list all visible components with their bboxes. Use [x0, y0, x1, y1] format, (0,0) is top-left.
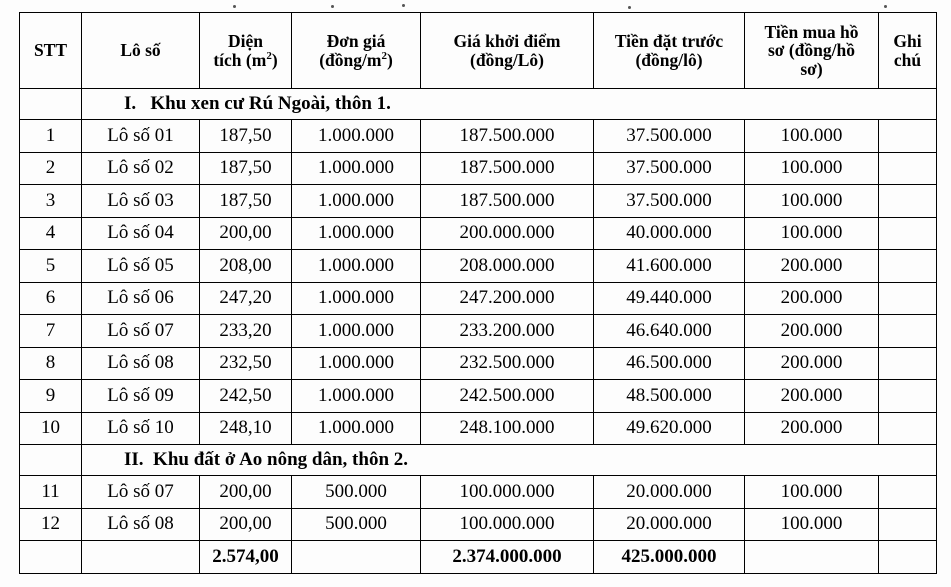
cell-starting-price: 100.000.000 [421, 508, 594, 541]
cell-note [879, 282, 937, 315]
table-row [20, 347, 937, 380]
total-lot [82, 541, 200, 574]
scan-speck [402, 4, 405, 7]
cell-starting-price: 232.500.000 [421, 347, 594, 380]
header-lot: Lô số [82, 13, 200, 89]
cell-area: 242,50 [200, 380, 292, 413]
cell-deposit: 37.500.000 [594, 152, 745, 185]
cell-stt: 6 [20, 282, 82, 315]
cell-note [879, 476, 937, 509]
section-stt-cell [20, 89, 82, 120]
header-row [20, 13, 937, 89]
cell-note [879, 120, 937, 153]
cell-lot-number: Lô số 02 [82, 152, 200, 185]
header-area: Diện tích $(m^2)$ [200, 13, 292, 89]
total-fee [745, 541, 879, 574]
cell-stt: 3 [20, 185, 82, 218]
table-row [20, 185, 937, 218]
cell-unit-price: 1.000.000 [292, 152, 421, 185]
header-dossier-fee: Tiền mua hồ sơ (đồng/hồ sơ) [745, 13, 879, 89]
cell-deposit: 46.640.000 [594, 315, 745, 348]
cell-unit-price: 500.000 [292, 508, 421, 541]
total-deposit: 425.000.000 [594, 541, 745, 574]
cell-dossier-fee: 200.000 [745, 282, 879, 315]
scan-artifacts [0, 0, 951, 12]
cell-unit-price: 1.000.000 [292, 282, 421, 315]
cell-dossier-fee: 200.000 [745, 315, 879, 348]
section-title: II. Khu đất ở Ao nông dân, thôn 2. [82, 445, 937, 476]
cell-lot-number: Lô số 08 [82, 347, 200, 380]
cell-unit-price: 1.000.000 [292, 347, 421, 380]
scan-speck [331, 5, 334, 8]
cell-deposit: 49.440.000 [594, 282, 745, 315]
scan-speck [628, 6, 631, 9]
cell-lot-number: Lô số 08 [82, 508, 200, 541]
cell-stt: 10 [20, 412, 82, 445]
table-row [20, 152, 937, 185]
cell-deposit: 20.000.000 [594, 508, 745, 541]
cell-area: 208,00 [200, 250, 292, 283]
cell-stt: 7 [20, 315, 82, 348]
cell-note [879, 380, 937, 413]
cell-stt: 1 [20, 120, 82, 153]
section-stt-cell [20, 445, 82, 476]
cell-deposit: 20.000.000 [594, 476, 745, 509]
cell-unit-price: 1.000.000 [292, 120, 421, 153]
total-stt [20, 541, 82, 574]
cell-area: 200,00 [200, 508, 292, 541]
cell-starting-price: 100.000.000 [421, 476, 594, 509]
cell-stt: 4 [20, 217, 82, 250]
cell-area: 200,00 [200, 476, 292, 509]
cell-area: 248,10 [200, 412, 292, 445]
cell-note [879, 347, 937, 380]
cell-dossier-fee: 100.000 [745, 508, 879, 541]
cell-deposit: 49.620.000 [594, 412, 745, 445]
total-unit [292, 541, 421, 574]
cell-note [879, 185, 937, 218]
cell-lot-number: Lô số 10 [82, 412, 200, 445]
cell-lot-number: Lô số 09 [82, 380, 200, 413]
cell-starting-price: 248.100.000 [421, 412, 594, 445]
cell-dossier-fee: 100.000 [745, 152, 879, 185]
total-area: 2.574,00 [200, 541, 292, 574]
cell-starting-price: 242.500.000 [421, 380, 594, 413]
table-row [20, 380, 937, 413]
cell-dossier-fee: 200.000 [745, 347, 879, 380]
cell-lot-number: Lô số 06 [82, 282, 200, 315]
cell-dossier-fee: 200.000 [745, 250, 879, 283]
header-starting-price: Giá khởi điểm (đồng/Lô) [421, 13, 594, 89]
cell-area: 200,00 [200, 217, 292, 250]
cell-starting-price: 200.000.000 [421, 217, 594, 250]
cell-starting-price: 233.200.000 [421, 315, 594, 348]
cell-lot-number: Lô số 01 [82, 120, 200, 153]
cell-unit-price: 500.000 [292, 476, 421, 509]
section-row [20, 89, 937, 120]
cell-note [879, 217, 937, 250]
cell-unit-price: 1.000.000 [292, 380, 421, 413]
table-row [20, 315, 937, 348]
land-auction-table [19, 12, 937, 574]
cell-stt: 5 [20, 250, 82, 283]
cell-note [879, 250, 937, 283]
cell-lot-number: Lô số 04 [82, 217, 200, 250]
cell-stt: 2 [20, 152, 82, 185]
header-stt: STT [20, 13, 82, 89]
header-unit-price: Đơn giá $(đồng/m^2)$ [292, 13, 421, 89]
totals-row [20, 541, 937, 574]
header-note: Ghi chú [879, 13, 937, 89]
cell-unit-price: 1.000.000 [292, 185, 421, 218]
cell-unit-price: 1.000.000 [292, 250, 421, 283]
cell-deposit: 40.000.000 [594, 217, 745, 250]
section-title: I. Khu xen cư Rú Ngoài, thôn 1. [82, 89, 937, 120]
cell-deposit: 37.500.000 [594, 120, 745, 153]
header-deposit: Tiền đặt trước (đồng/lô) [594, 13, 745, 89]
cell-area: 247,20 [200, 282, 292, 315]
cell-stt: 11 [20, 476, 82, 509]
cell-dossier-fee: 100.000 [745, 476, 879, 509]
cell-note [879, 315, 937, 348]
cell-dossier-fee: 100.000 [745, 185, 879, 218]
cell-lot-number: Lô số 03 [82, 185, 200, 218]
cell-dossier-fee: 100.000 [745, 120, 879, 153]
cell-lot-number: Lô số 07 [82, 476, 200, 509]
cell-note [879, 508, 937, 541]
cell-unit-price: 1.000.000 [292, 315, 421, 348]
total-note [879, 541, 937, 574]
table-row [20, 282, 937, 315]
table-body [20, 89, 937, 541]
cell-lot-number: Lô số 05 [82, 250, 200, 283]
cell-note [879, 412, 937, 445]
cell-area: 233,20 [200, 315, 292, 348]
total-starting-price: 2.374.000.000 [421, 541, 594, 574]
cell-dossier-fee: 100.000 [745, 217, 879, 250]
scan-speck [233, 5, 236, 8]
cell-dossier-fee: 200.000 [745, 380, 879, 413]
cell-deposit: 48.500.000 [594, 380, 745, 413]
cell-starting-price: 247.200.000 [421, 282, 594, 315]
cell-dossier-fee: 200.000 [745, 412, 879, 445]
cell-area: 187,50 [200, 185, 292, 218]
cell-starting-price: 187.500.000 [421, 120, 594, 153]
cell-area: 187,50 [200, 152, 292, 185]
cell-deposit: 37.500.000 [594, 185, 745, 218]
cell-lot-number: Lô số 07 [82, 315, 200, 348]
cell-stt: 12 [20, 508, 82, 541]
cell-unit-price: 1.000.000 [292, 217, 421, 250]
cell-deposit: 41.600.000 [594, 250, 745, 283]
scan-speck [884, 5, 887, 8]
cell-area: 187,50 [200, 120, 292, 153]
table-row [20, 412, 937, 445]
cell-note [879, 152, 937, 185]
cell-starting-price: 187.500.000 [421, 185, 594, 218]
table-row [20, 120, 937, 153]
cell-unit-price: 1.000.000 [292, 412, 421, 445]
section-row [20, 445, 937, 476]
table-row [20, 250, 937, 283]
table-row [20, 476, 937, 509]
table-row [20, 508, 937, 541]
cell-deposit: 46.500.000 [594, 347, 745, 380]
table-row [20, 217, 937, 250]
cell-area: 232,50 [200, 347, 292, 380]
cell-stt: 8 [20, 347, 82, 380]
cell-starting-price: 208.000.000 [421, 250, 594, 283]
cell-stt: 9 [20, 380, 82, 413]
cell-starting-price: 187.500.000 [421, 152, 594, 185]
